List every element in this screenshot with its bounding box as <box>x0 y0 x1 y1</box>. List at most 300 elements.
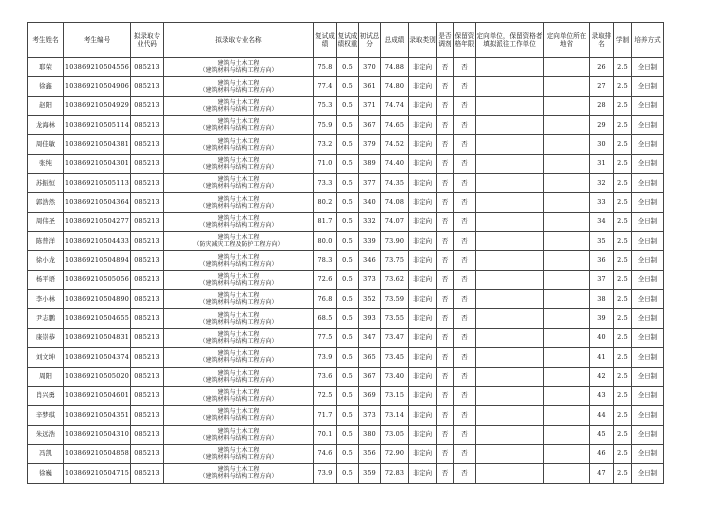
cell-student-id: 103869210504929 <box>64 96 131 115</box>
cell-category: 非定向 <box>409 77 437 96</box>
cell-total-score: 74.88 <box>381 58 409 77</box>
cell-study-mode: 全日制 <box>632 270 664 289</box>
cell-reserve: 否 <box>454 116 476 135</box>
cell-initial-score: 340 <box>359 193 381 212</box>
cell-major-code: 085213 <box>131 464 164 483</box>
cell-program-years: 2.5 <box>614 406 632 425</box>
cell-directed-unit <box>476 193 544 212</box>
cell-category: 非定向 <box>409 425 437 444</box>
cell-student-id: 103869210504364 <box>64 193 131 212</box>
cell-student-id: 103869210504374 <box>64 348 131 367</box>
cell-category: 非定向 <box>409 174 437 193</box>
cell-major-name <box>164 406 314 425</box>
cell-program-years: 2.5 <box>614 116 632 135</box>
major-line-1: 建筑与土木工程 <box>217 408 260 416</box>
cell-major-name <box>164 212 314 231</box>
cell-total-score: 73.59 <box>381 290 409 309</box>
header-retest-score: 复试成绩 <box>314 23 337 58</box>
header-program-years: 学制 <box>614 23 632 58</box>
cell-reserve: 否 <box>454 251 476 270</box>
cell-unit-province <box>544 406 590 425</box>
cell-retest-score: 76.8 <box>314 290 337 309</box>
cell-adjusted: 否 <box>437 367 454 386</box>
cell-rank: 47 <box>590 464 614 483</box>
cell-initial-score: 371 <box>359 96 381 115</box>
cell-student-id: 103869210504433 <box>64 232 131 251</box>
header-total-score: 总成绩 <box>381 23 409 58</box>
cell-program-years: 2.5 <box>614 58 632 77</box>
major-line-2: （建筑材料与结构工程方向） <box>199 221 278 229</box>
major-line-2: （建筑材料与结构工程方向） <box>199 163 278 171</box>
major-line-2: （建筑材料与结构工程方向） <box>199 105 278 113</box>
cell-reserve: 否 <box>454 367 476 386</box>
cell-directed-unit <box>476 367 544 386</box>
cell-directed-unit <box>476 154 544 173</box>
major-line-1: 建筑与土木工程 <box>217 389 260 397</box>
cell-major-code: 085213 <box>131 444 164 463</box>
cell-program-years: 2.5 <box>614 464 632 483</box>
cell-program-years: 2.5 <box>614 193 632 212</box>
table-row <box>28 464 664 483</box>
major-line-2: （建筑材料与结构工程方向） <box>199 396 278 404</box>
cell-rank: 44 <box>590 406 614 425</box>
cell-rank: 29 <box>590 116 614 135</box>
cell-major-code: 085213 <box>131 309 164 328</box>
major-line-1: 建筑与土木工程 <box>217 79 260 87</box>
cell-rank: 33 <box>590 193 614 212</box>
cell-study-mode: 全日制 <box>632 174 664 193</box>
major-line-2: （建筑材料与结构工程方向） <box>199 454 278 462</box>
cell-adjusted: 否 <box>437 232 454 251</box>
cell-rank: 31 <box>590 154 614 173</box>
cell-study-mode: 全日制 <box>632 444 664 463</box>
cell-adjusted: 否 <box>437 58 454 77</box>
cell-retest-score: 72.6 <box>314 270 337 289</box>
cell-major-name <box>164 232 314 251</box>
cell-category: 非定向 <box>409 290 437 309</box>
cell-retest-weight: 0.5 <box>337 232 359 251</box>
cell-category: 非定向 <box>409 309 437 328</box>
cell-major-code: 085213 <box>131 386 164 405</box>
cell-total-score: 73.62 <box>381 270 409 289</box>
cell-initial-score: 361 <box>359 77 381 96</box>
cell-program-years: 2.5 <box>614 386 632 405</box>
major-line-2: （建筑材料与结构工程方向） <box>199 434 278 442</box>
major-line-1: 建筑与土木工程 <box>217 60 260 68</box>
cell-initial-score: 370 <box>359 58 381 77</box>
cell-major-code: 085213 <box>131 116 164 135</box>
cell-student-id: 103869210505113 <box>64 174 131 193</box>
major-line-1: 建筑与土木工程 <box>217 234 260 242</box>
cell-unit-province <box>544 77 590 96</box>
major-line-1: 建筑与土木工程 <box>217 118 260 126</box>
cell-retest-weight: 0.5 <box>337 174 359 193</box>
header-major-code: 拟录取专业代码 <box>131 23 164 58</box>
cell-retest-weight: 0.5 <box>337 309 359 328</box>
cell-reserve: 否 <box>454 444 476 463</box>
cell-name: 刘文坤 <box>28 348 64 367</box>
cell-adjusted: 否 <box>437 251 454 270</box>
cell-total-score: 74.08 <box>381 193 409 212</box>
cell-name: 朱远浩 <box>28 425 64 444</box>
table-row <box>28 251 664 270</box>
cell-total-score: 73.40 <box>381 367 409 386</box>
cell-program-years: 2.5 <box>614 367 632 386</box>
cell-reserve: 否 <box>454 232 476 251</box>
cell-rank: 39 <box>590 309 614 328</box>
header-directed-unit: 定向单位，保留资格者填拟派往工作单位 <box>476 23 544 58</box>
cell-adjusted: 否 <box>437 309 454 328</box>
cell-unit-province <box>544 232 590 251</box>
cell-retest-score: 73.3 <box>314 174 337 193</box>
cell-major-code: 085213 <box>131 348 164 367</box>
cell-student-id: 103869210504556 <box>64 58 131 77</box>
cell-adjusted: 否 <box>437 193 454 212</box>
major-line-2: （建筑材料与结构工程方向） <box>199 183 278 191</box>
cell-reserve: 否 <box>454 464 476 483</box>
major-line-1: 建筑与土木工程 <box>217 350 260 358</box>
header-retest-weight: 复试成绩权重 <box>337 23 359 58</box>
cell-directed-unit <box>476 251 544 270</box>
major-line-2: （建筑材料与结构工程方向） <box>199 125 278 133</box>
major-line-2: （建筑材料与结构工程方向） <box>199 357 278 365</box>
cell-major-code: 085213 <box>131 212 164 231</box>
table-row <box>28 96 664 115</box>
cell-adjusted: 否 <box>437 116 454 135</box>
major-line-1: 建筑与土木工程 <box>217 176 260 184</box>
cell-adjusted: 否 <box>437 174 454 193</box>
cell-adjusted: 否 <box>437 290 454 309</box>
cell-directed-unit <box>476 464 544 483</box>
cell-total-score: 73.75 <box>381 251 409 270</box>
major-line-2: （建筑材料与结构工程方向） <box>199 202 278 210</box>
cell-reserve: 否 <box>454 212 476 231</box>
cell-name: 张纯 <box>28 154 64 173</box>
cell-reserve: 否 <box>454 406 476 425</box>
cell-retest-score: 77.5 <box>314 328 337 347</box>
cell-program-years: 2.5 <box>614 309 632 328</box>
cell-reserve: 否 <box>454 270 476 289</box>
cell-retest-weight: 0.5 <box>337 116 359 135</box>
header-row <box>28 23 664 58</box>
table-row <box>28 193 664 212</box>
cell-retest-weight: 0.5 <box>337 251 359 270</box>
cell-total-score: 74.74 <box>381 96 409 115</box>
cell-student-id: 103869210504601 <box>64 386 131 405</box>
cell-directed-unit <box>476 270 544 289</box>
table-row <box>28 328 664 347</box>
cell-retest-weight: 0.5 <box>337 193 359 212</box>
cell-adjusted: 否 <box>437 154 454 173</box>
major-line-2: （建筑材料与结构工程方向） <box>199 279 278 287</box>
cell-directed-unit <box>476 444 544 463</box>
major-line-1: 建筑与土木工程 <box>217 98 260 106</box>
cell-retest-score: 75.8 <box>314 58 337 77</box>
cell-initial-score: 352 <box>359 290 381 309</box>
cell-major-code: 085213 <box>131 77 164 96</box>
major-line-1: 建筑与土木工程 <box>217 195 260 203</box>
cell-student-id: 103869210504906 <box>64 77 131 96</box>
cell-major-code: 085213 <box>131 328 164 347</box>
cell-total-score: 74.52 <box>381 135 409 154</box>
cell-name: 冯凯 <box>28 444 64 463</box>
table-row <box>28 290 664 309</box>
cell-student-id: 103869210504890 <box>64 290 131 309</box>
major-line-1: 建筑与土木工程 <box>217 253 260 261</box>
cell-study-mode: 全日制 <box>632 386 664 405</box>
cell-unit-province <box>544 135 590 154</box>
cell-reserve: 否 <box>454 96 476 115</box>
cell-directed-unit <box>476 77 544 96</box>
cell-retest-weight: 0.5 <box>337 406 359 425</box>
table-row <box>28 174 664 193</box>
cell-initial-score: 389 <box>359 154 381 173</box>
cell-unit-province <box>544 444 590 463</box>
cell-unit-province <box>544 174 590 193</box>
cell-reserve: 否 <box>454 77 476 96</box>
cell-adjusted: 否 <box>437 328 454 347</box>
table-row <box>28 386 664 405</box>
cell-program-years: 2.5 <box>614 328 632 347</box>
header-major-name: 拟录取专业名称 <box>164 23 314 58</box>
cell-program-years: 2.5 <box>614 270 632 289</box>
cell-rank: 45 <box>590 425 614 444</box>
cell-major-code: 085213 <box>131 232 164 251</box>
table-row <box>28 348 664 367</box>
cell-retest-score: 72.5 <box>314 386 337 405</box>
cell-major-name <box>164 444 314 463</box>
major-line-1: 建筑与土木工程 <box>217 427 260 435</box>
cell-category: 非定向 <box>409 444 437 463</box>
major-line-1: 建筑与土木工程 <box>217 214 260 222</box>
major-line-1: 建筑与土木工程 <box>217 369 260 377</box>
cell-category: 非定向 <box>409 328 437 347</box>
cell-student-id: 103869210504831 <box>64 328 131 347</box>
cell-student-id: 103869210504894 <box>64 251 131 270</box>
cell-name: 郭浩然 <box>28 193 64 212</box>
cell-student-id: 103869210505056 <box>64 270 131 289</box>
cell-major-name <box>164 348 314 367</box>
cell-study-mode: 全日制 <box>632 58 664 77</box>
cell-retest-score: 80.2 <box>314 193 337 212</box>
cell-rank: 40 <box>590 328 614 347</box>
cell-name: 辛梦琪 <box>28 406 64 425</box>
table-row <box>28 444 664 463</box>
cell-rank: 41 <box>590 348 614 367</box>
cell-rank: 27 <box>590 77 614 96</box>
cell-name: 苏振恒 <box>28 174 64 193</box>
header-reserve-years: 保留资格年限 <box>454 23 476 58</box>
header-admission-category: 录取类别 <box>409 23 437 58</box>
cell-reserve: 否 <box>454 174 476 193</box>
cell-unit-province <box>544 270 590 289</box>
header-initial-score: 初试总分 <box>359 23 381 58</box>
cell-rank: 30 <box>590 135 614 154</box>
cell-unit-province <box>544 193 590 212</box>
cell-unit-province <box>544 116 590 135</box>
cell-retest-weight: 0.5 <box>337 154 359 173</box>
cell-rank: 34 <box>590 212 614 231</box>
cell-unit-province <box>544 251 590 270</box>
cell-category: 非定向 <box>409 212 437 231</box>
cell-program-years: 2.5 <box>614 290 632 309</box>
cell-adjusted: 否 <box>437 77 454 96</box>
cell-study-mode: 全日制 <box>632 367 664 386</box>
cell-unit-province <box>544 348 590 367</box>
cell-initial-score: 379 <box>359 135 381 154</box>
cell-retest-score: 73.9 <box>314 348 337 367</box>
major-line-1: 建筑与土木工程 <box>217 292 260 300</box>
cell-total-score: 73.05 <box>381 425 409 444</box>
header-study-mode: 培养方式 <box>632 23 664 58</box>
cell-reserve: 否 <box>454 58 476 77</box>
cell-study-mode: 全日制 <box>632 232 664 251</box>
cell-directed-unit <box>476 232 544 251</box>
cell-program-years: 2.5 <box>614 251 632 270</box>
cell-study-mode: 全日制 <box>632 116 664 135</box>
cell-name: 李小林 <box>28 290 64 309</box>
table-row <box>28 77 664 96</box>
cell-directed-unit <box>476 174 544 193</box>
cell-study-mode: 全日制 <box>632 348 664 367</box>
cell-total-score: 73.14 <box>381 406 409 425</box>
cell-initial-score: 365 <box>359 348 381 367</box>
cell-total-score: 73.15 <box>381 386 409 405</box>
major-line-1: 建筑与土木工程 <box>217 272 260 280</box>
major-line-2: （防灾减灾工程及防护工程方向） <box>193 241 284 249</box>
cell-major-name <box>164 425 314 444</box>
cell-major-name <box>164 154 314 173</box>
cell-major-code: 085213 <box>131 58 164 77</box>
cell-major-name <box>164 135 314 154</box>
cell-initial-score: 356 <box>359 444 381 463</box>
cell-rank: 46 <box>590 444 614 463</box>
cell-student-id: 103869210505114 <box>64 116 131 135</box>
cell-adjusted: 否 <box>437 386 454 405</box>
cell-initial-score: 373 <box>359 270 381 289</box>
cell-total-score: 72.83 <box>381 464 409 483</box>
cell-study-mode: 全日制 <box>632 309 664 328</box>
cell-name: 周伟圣 <box>28 212 64 231</box>
cell-major-code: 085213 <box>131 96 164 115</box>
cell-category: 非定向 <box>409 193 437 212</box>
cell-total-score: 73.47 <box>381 328 409 347</box>
cell-unit-province <box>544 367 590 386</box>
cell-total-score: 73.55 <box>381 309 409 328</box>
cell-retest-weight: 0.5 <box>337 464 359 483</box>
cell-category: 非定向 <box>409 348 437 367</box>
cell-retest-weight: 0.5 <box>337 367 359 386</box>
cell-name: 徐小龙 <box>28 251 64 270</box>
cell-major-name <box>164 270 314 289</box>
cell-student-id: 103869210505020 <box>64 367 131 386</box>
cell-category: 非定向 <box>409 406 437 425</box>
major-line-2: （建筑材料与结构工程方向） <box>199 86 278 94</box>
cell-retest-score: 75.3 <box>314 96 337 115</box>
cell-reserve: 否 <box>454 193 476 212</box>
cell-directed-unit <box>476 386 544 405</box>
cell-retest-score: 78.3 <box>314 251 337 270</box>
cell-rank: 36 <box>590 251 614 270</box>
cell-retest-weight: 0.5 <box>337 386 359 405</box>
cell-name: 杨平语 <box>28 270 64 289</box>
cell-major-name <box>164 58 314 77</box>
cell-adjusted: 否 <box>437 96 454 115</box>
major-line-1: 建筑与土木工程 <box>217 311 260 319</box>
cell-study-mode: 全日制 <box>632 425 664 444</box>
cell-major-code: 085213 <box>131 290 164 309</box>
cell-total-score: 74.07 <box>381 212 409 231</box>
cell-reserve: 否 <box>454 154 476 173</box>
cell-adjusted: 否 <box>437 135 454 154</box>
major-line-2: （建筑材料与结构工程方向） <box>199 415 278 423</box>
cell-retest-score: 73.6 <box>314 367 337 386</box>
cell-program-years: 2.5 <box>614 425 632 444</box>
cell-initial-score: 346 <box>359 251 381 270</box>
cell-major-code: 085213 <box>131 251 164 270</box>
cell-directed-unit <box>476 212 544 231</box>
table-row <box>28 135 664 154</box>
table-row <box>28 212 664 231</box>
cell-total-score: 74.40 <box>381 154 409 173</box>
header-rank: 录取排名 <box>590 23 614 58</box>
cell-student-id: 103869210504858 <box>64 444 131 463</box>
major-line-2: （建筑材料与结构工程方向） <box>199 67 278 75</box>
cell-retest-weight: 0.5 <box>337 58 359 77</box>
major-line-2: （建筑材料与结构工程方向） <box>199 260 278 268</box>
cell-initial-score: 393 <box>359 309 381 328</box>
cell-adjusted: 否 <box>437 444 454 463</box>
cell-program-years: 2.5 <box>614 96 632 115</box>
cell-major-name <box>164 96 314 115</box>
cell-major-name <box>164 174 314 193</box>
cell-major-code: 085213 <box>131 367 164 386</box>
table-row <box>28 270 664 289</box>
cell-major-name <box>164 116 314 135</box>
cell-major-code: 085213 <box>131 425 164 444</box>
cell-study-mode: 全日制 <box>632 154 664 173</box>
cell-retest-score: 71.7 <box>314 406 337 425</box>
cell-category: 非定向 <box>409 154 437 173</box>
cell-major-code: 085213 <box>131 406 164 425</box>
cell-category: 非定向 <box>409 232 437 251</box>
cell-adjusted: 否 <box>437 464 454 483</box>
cell-retest-weight: 0.5 <box>337 96 359 115</box>
cell-major-name <box>164 328 314 347</box>
table-row <box>28 406 664 425</box>
cell-reserve: 否 <box>454 135 476 154</box>
cell-major-code: 085213 <box>131 135 164 154</box>
cell-directed-unit <box>476 58 544 77</box>
major-line-1: 建筑与土木工程 <box>217 156 260 164</box>
cell-retest-score: 77.4 <box>314 77 337 96</box>
cell-directed-unit <box>476 116 544 135</box>
cell-directed-unit <box>476 348 544 367</box>
cell-unit-province <box>544 386 590 405</box>
cell-retest-score: 71.0 <box>314 154 337 173</box>
major-line-2: （建筑材料与结构工程方向） <box>199 473 278 481</box>
cell-directed-unit <box>476 309 544 328</box>
cell-name: 徐鑫 <box>28 77 64 96</box>
cell-category: 非定向 <box>409 251 437 270</box>
cell-total-score: 73.90 <box>381 232 409 251</box>
table-row <box>28 58 664 77</box>
cell-reserve: 否 <box>454 386 476 405</box>
major-line-1: 建筑与土木工程 <box>217 137 260 145</box>
cell-directed-unit <box>476 425 544 444</box>
cell-student-id: 103869210504277 <box>64 212 131 231</box>
table-row <box>28 232 664 251</box>
